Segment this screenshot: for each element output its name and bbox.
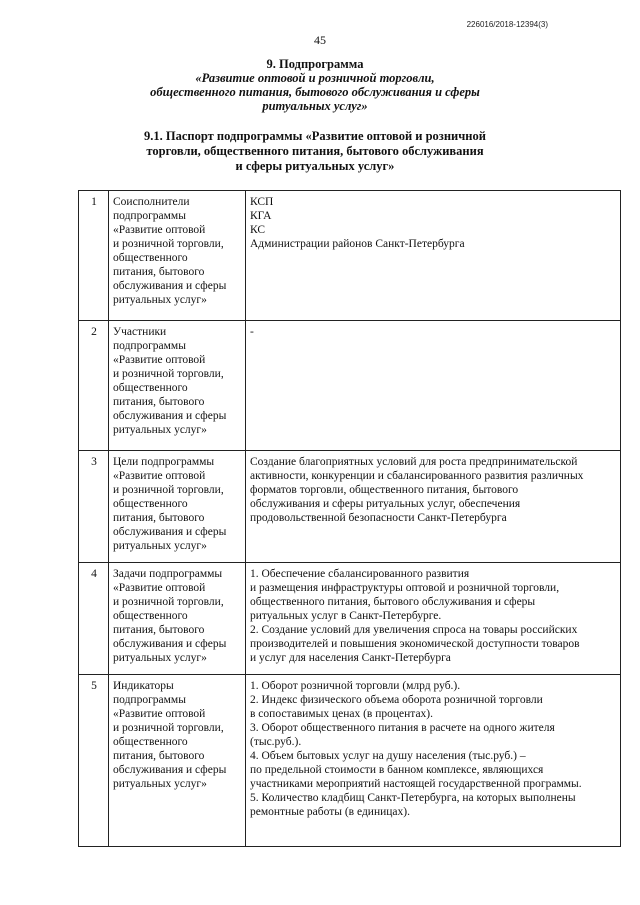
value-line: ремонтные работы (в единицах).: [250, 806, 410, 818]
value-line: 2. Индекс физического объема оборота розничной торговли: [250, 694, 543, 706]
label-line: «Развитие оптовой: [113, 582, 206, 594]
value-line: продовольственной безопасности Санкт-Петербурга: [250, 512, 507, 524]
label-line: обслуживания и сферы: [113, 280, 227, 292]
value-line: общественного питания, бытового обслуживания и сферы: [250, 596, 536, 608]
row-value: [246, 675, 621, 847]
value-line: участниками мероприятий настоящей государственной программы.: [250, 778, 582, 790]
row-number: 1: [79, 191, 109, 321]
label-line: общественного: [113, 498, 188, 510]
label-line: общественного: [113, 252, 188, 264]
label-line: общественного: [113, 382, 188, 394]
label-line: ритуальных услуг»: [113, 652, 207, 664]
row-number: 3: [79, 451, 109, 563]
subprogram-title: [80, 57, 550, 113]
subprogram-title-line-2: «Развитие оптовой и розничной торговли,: [195, 71, 435, 85]
label-line: «Развитие оптовой: [113, 470, 206, 482]
row-value: [246, 451, 621, 563]
row-label: [109, 321, 246, 451]
label-line: питания, бытового: [113, 512, 205, 524]
label-line: ритуальных услуг»: [113, 294, 207, 306]
value-line: и услуг для населения Санкт-Петербурга: [250, 652, 451, 664]
value-line: производителей и повышения экономической доступности товаров: [250, 638, 580, 650]
label-line: питания, бытового: [113, 624, 205, 636]
row-value: [246, 191, 621, 321]
label-line: и розничной торговли,: [113, 238, 224, 250]
label-line: «Развитие оптовой: [113, 224, 206, 236]
value-line: 1. Оборот розничной торговли (млрд руб.).: [250, 680, 461, 692]
label-line: и розничной торговли,: [113, 722, 224, 734]
label-line: подпрограммы: [113, 210, 186, 222]
value-line: Создание благоприятных условий для роста предпринимательской: [250, 456, 578, 468]
passport-heading: [80, 129, 550, 174]
value-line: КСП: [250, 196, 274, 208]
page-number: 45: [314, 33, 326, 47]
label-line: общественного: [113, 610, 188, 622]
label-line: ритуальных услуг»: [113, 540, 207, 552]
label-line: и розничной торговли,: [113, 368, 224, 380]
table-row: [79, 191, 621, 321]
row-label: [109, 191, 246, 321]
row-number: 5: [79, 675, 109, 847]
subprogram-title-line-3: общественного питания, бытового обслуживания и сферы: [150, 85, 480, 99]
row-value: [246, 321, 621, 451]
label-line: подпрограммы: [113, 340, 186, 352]
row-label: [109, 451, 246, 563]
label-line: питания, бытового: [113, 266, 205, 278]
value-line: форматов торговли, общественного питания, бытового: [250, 484, 519, 496]
value-line: 1. Обеспечение сбалансированного развития: [250, 568, 470, 580]
value-line: обслуживания и сферы ритуальных услуг, обеспечения: [250, 498, 521, 510]
label-line: питания, бытового: [113, 750, 205, 762]
value-line: и размещения инфраструктуры оптовой и розничной торговли,: [250, 582, 560, 594]
value-line: Администрации районов Санкт-Петербурга: [250, 238, 465, 250]
value-line: в сопоставимых ценах (в процентах).: [250, 708, 434, 720]
document-code: 226016/2018-12394(3): [466, 20, 548, 29]
label-line: ритуальных услуг»: [113, 424, 207, 436]
label-line: обслуживания и сферы: [113, 410, 227, 422]
row-value: [246, 563, 621, 675]
value-line: ритуальных услуг в Санкт-Петербурге.: [250, 610, 442, 622]
label-line: обслуживания и сферы: [113, 638, 227, 650]
subprogram-title-line-4: ритуальных услуг»: [262, 99, 368, 113]
table-row: [79, 451, 621, 563]
label-line: подпрограммы: [113, 694, 186, 706]
passport-table: [78, 190, 621, 847]
label-line: и розничной торговли,: [113, 596, 224, 608]
table-row: [79, 563, 621, 675]
subprogram-title-line-1: 9. Подпрограмма: [266, 57, 364, 71]
row-label: [109, 675, 246, 847]
value-line: КГА: [250, 210, 272, 222]
label-line: обслуживания и сферы: [113, 764, 227, 776]
value-line: активности, конкуренции и сбалансированного развития различных: [250, 470, 584, 482]
passport-heading-line-3: и сферы ритуальных услуг»: [235, 159, 395, 173]
value-line: по предельной стоимости в банном комплексе, являющихся: [250, 764, 544, 776]
value-line: 4. Объем бытовых услуг на душу населения (тыс.руб.) –: [250, 750, 526, 762]
table-row: [79, 675, 621, 847]
label-line: Участники: [113, 326, 167, 338]
value-line: -: [250, 326, 254, 338]
label-line: питания, бытового: [113, 396, 205, 408]
value-line: 2. Создание условий для увеличения спроса на товары российских: [250, 624, 578, 636]
label-line: Цели подпрограммы: [113, 456, 215, 468]
row-number: 2: [79, 321, 109, 451]
passport-heading-line-2: торговли, общественного питания, бытового обслуживания: [146, 144, 484, 158]
row-label: [109, 563, 246, 675]
passport-heading-line-1: 9.1. Паспорт подпрограммы «Развитие оптовой и розничной: [144, 129, 486, 143]
value-line: (тыс.руб.).: [250, 736, 302, 748]
label-line: «Развитие оптовой: [113, 708, 206, 720]
label-line: и розничной торговли,: [113, 484, 224, 496]
label-line: общественного: [113, 736, 188, 748]
label-line: Соисполнители: [113, 196, 190, 208]
row-number: 4: [79, 563, 109, 675]
label-line: обслуживания и сферы: [113, 526, 227, 538]
label-line: Индикаторы: [113, 680, 174, 692]
value-line: 5. Количество кладбищ Санкт-Петербурга, на которых выполнены: [250, 792, 576, 804]
value-line: КС: [250, 224, 266, 236]
label-line: «Развитие оптовой: [113, 354, 206, 366]
label-line: ритуальных услуг»: [113, 778, 207, 790]
label-line: Задачи подпрограммы: [113, 568, 223, 580]
value-line: 3. Оборот общественного питания в расчете на одного жителя: [250, 722, 555, 734]
table-row: [79, 321, 621, 451]
